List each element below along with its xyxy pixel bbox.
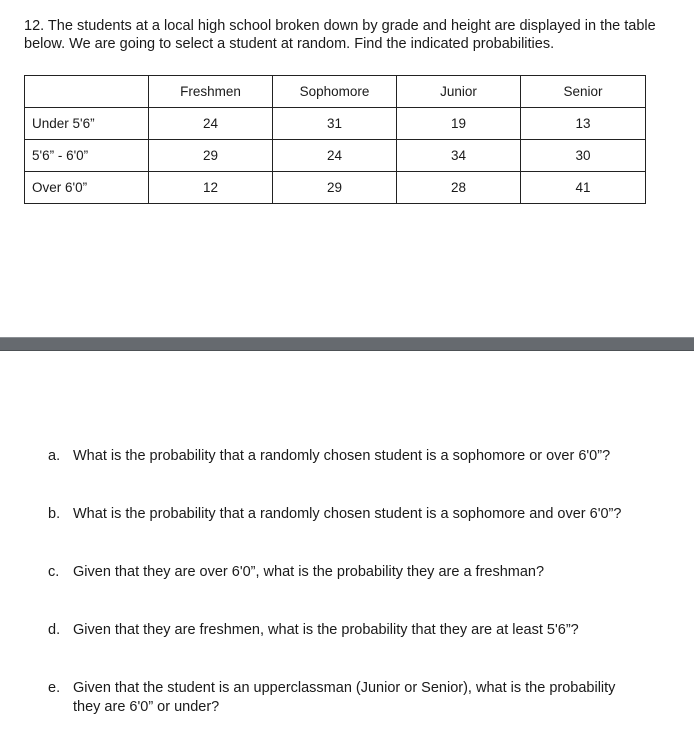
table-cell: 24 xyxy=(273,140,397,172)
row-label-5-6-to-6-0: 5'6” - 6'0” xyxy=(25,140,149,172)
question-letter: e. xyxy=(48,680,61,696)
table-cell: 19 xyxy=(397,108,521,140)
question-letter: d. xyxy=(48,622,61,638)
problem-statement: 12. The students at a local high school broken down by grade and height are displayed in the table below. We are going to select a student at random. Find the indicated probabilities. xyxy=(24,18,656,52)
question-letter: c. xyxy=(48,564,60,580)
question-b xyxy=(48,505,648,524)
question-e xyxy=(48,679,628,717)
row-label-under-5-6: Under 5'6” xyxy=(25,108,149,140)
question-text: What is the probability that a randomly chosen student is a sophomore or over 6'0”? xyxy=(73,448,611,464)
question-text: Given that they are over 6'0”, what is the probability they are a freshman? xyxy=(73,564,545,580)
question-c xyxy=(48,563,648,582)
table-cell: 30 xyxy=(521,140,646,172)
question-letter: a. xyxy=(48,448,61,464)
table-cell: 13 xyxy=(521,108,646,140)
table-cell: 34 xyxy=(397,140,521,172)
question-text: What is the probability that a randomly chosen student is a sophomore and over 6'0”? xyxy=(73,506,622,522)
question-text: Given that the student is an upperclassman (Junior or Senior), what is the probability they are 6'0” or under? xyxy=(73,680,616,715)
table-cell: 29 xyxy=(149,140,273,172)
column-header-freshmen: Freshmen xyxy=(149,76,273,108)
row-label-over-6-0: Over 6'0” xyxy=(25,172,149,204)
table-cell: 31 xyxy=(273,108,397,140)
question-text: Given that they are freshmen, what is the probability that they are at least 5'6”? xyxy=(73,622,579,638)
column-header-sophomore: Sophomore xyxy=(273,76,397,108)
table-cell: 24 xyxy=(149,108,273,140)
column-header-senior: Senior xyxy=(521,76,646,108)
table-cell: 12 xyxy=(149,172,273,204)
question-d xyxy=(48,621,648,640)
table-cell: 41 xyxy=(521,172,646,204)
question-letter: b. xyxy=(48,506,61,522)
column-header-junior: Junior xyxy=(397,76,521,108)
question-a xyxy=(48,447,648,466)
table-cell: 28 xyxy=(397,172,521,204)
table-cell: 29 xyxy=(273,172,397,204)
